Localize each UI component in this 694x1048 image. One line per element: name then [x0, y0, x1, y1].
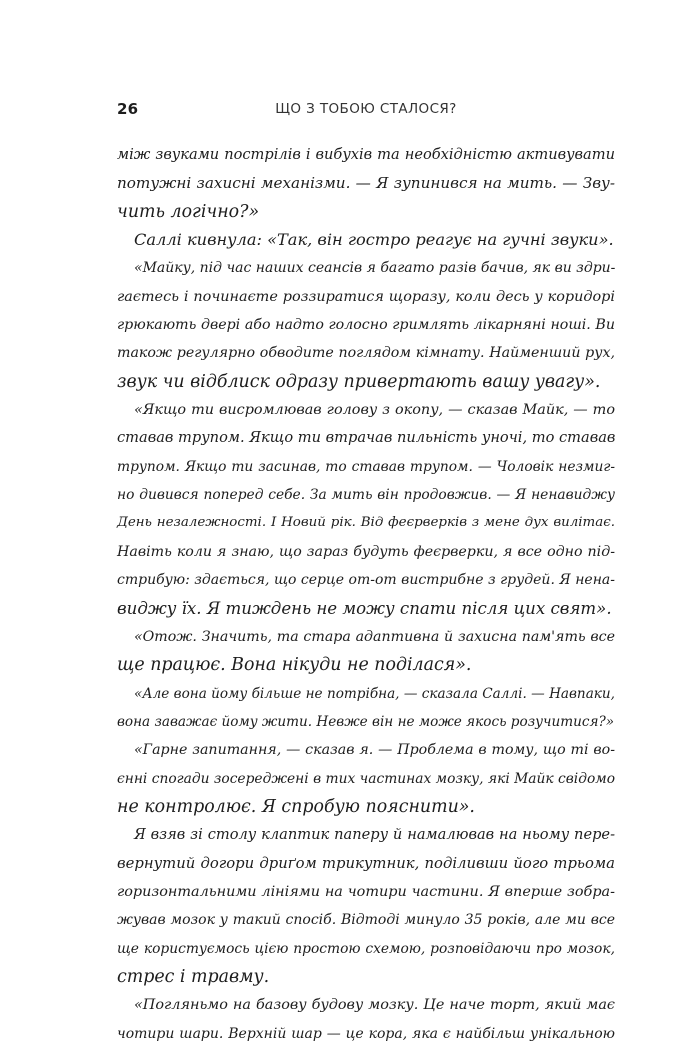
text-line: «Але вона йому більше не потрібна, — сказала Саллі. — Навпаки,	[134, 685, 615, 702]
text-line: горизонтальними лініями на чотири частини. Я вперше зобра-	[117, 883, 615, 900]
text-line: також регулярно обводите поглядом кімнату. Найменший рух,	[117, 345, 615, 362]
text-line: грюкають двері або надто голосно гримлять лікарняні ноші. Ви	[117, 317, 615, 334]
text-line: вона заважає йому жити. Невже він не може якось розучитися?»	[117, 713, 615, 730]
text-line: «Якщо ти висромлював голову з окопу, — сказав Майк, — то	[134, 402, 615, 419]
text-line: Я взяв зі столу клаптик паперу й намалював на ньому пере-	[134, 826, 615, 844]
text-line: но дивився поперед себе. За мить він продовжив. — Я ненавиджу	[117, 487, 615, 504]
text-line: «Майку, під час наших сеансів я багато разів бачив, як ви здри-	[134, 260, 616, 277]
text-line: «Погляньмо на базову будову мозку. Це наче торт, який має	[134, 997, 615, 1014]
running-title: ЩО З ТОБОЮ СТАЛОСЯ?	[275, 101, 457, 117]
text-line: гаєтесь і починаєте роззиратися щоразу, коли десь у коридорі	[117, 288, 615, 305]
text-line: ставав трупом. Якщо ти втрачав пильність уночі, то ставав	[117, 429, 616, 447]
page-number: 26	[117, 100, 139, 118]
text-line: чотири шари. Верхній шар — це кора, яка є найбільш унікальною	[117, 1025, 615, 1042]
text-line: жував мозок у такий спосіб. Відтоді минуло 35 років, але ми все	[117, 912, 615, 929]
text-line: стрес і травму.	[117, 966, 270, 987]
text-line: між звуками пострілів і вибухів та необхідністю активувати	[117, 146, 615, 163]
running-head	[117, 97, 615, 121]
text-line: День незалежності. І Новий рік. Від феєрверків з мене дух вилітає.	[117, 515, 615, 531]
text-line: чить логічно?»	[117, 201, 260, 222]
text-line: виджу їх. Я тиждень не можу спати після цих свят».	[117, 598, 612, 618]
text-line: Саллі кивнула: «Так, він гостро реагує на гучні звуки».	[134, 230, 614, 250]
text-line: стрибую: здається, що серце от-от вистрибне з грудей. Я нена-	[117, 572, 615, 589]
text-line: звук чи відблиск одразу привертають вашу увагу».	[117, 371, 601, 392]
text-line: не контролює. Я спробую пояснити».	[117, 796, 475, 817]
body-text	[117, 141, 615, 1048]
text-line: «Отож. Значить, та стара адаптивна й захисна пам'ять все	[134, 628, 615, 645]
text-line: ще працює. Вона нікуди не поділася».	[117, 655, 472, 676]
text-line: ще користуємось цією простою схемою, розповідаючи про мозок,	[117, 940, 615, 957]
text-line: потужні захисні механізми. — Я зупинився на мить. — Зву-	[117, 174, 615, 193]
text-line: єнні спогади зосереджені в тих частинах мозку, які Майк свідомо	[117, 770, 615, 787]
text-line: трупом. Якщо ти засинав, то ставав трупом. — Чоловік незмиг-	[117, 458, 615, 475]
text-line: вернутий догори дриґом трикутник, поділивши його трьома	[117, 854, 615, 872]
text-line: «Гарне запитання, — сказав я. — Проблема в тому, що ті во-	[134, 742, 615, 759]
text-line: Навіть коли я знаю, що зараз будуть феєрверки, я все одно під-	[117, 543, 615, 560]
